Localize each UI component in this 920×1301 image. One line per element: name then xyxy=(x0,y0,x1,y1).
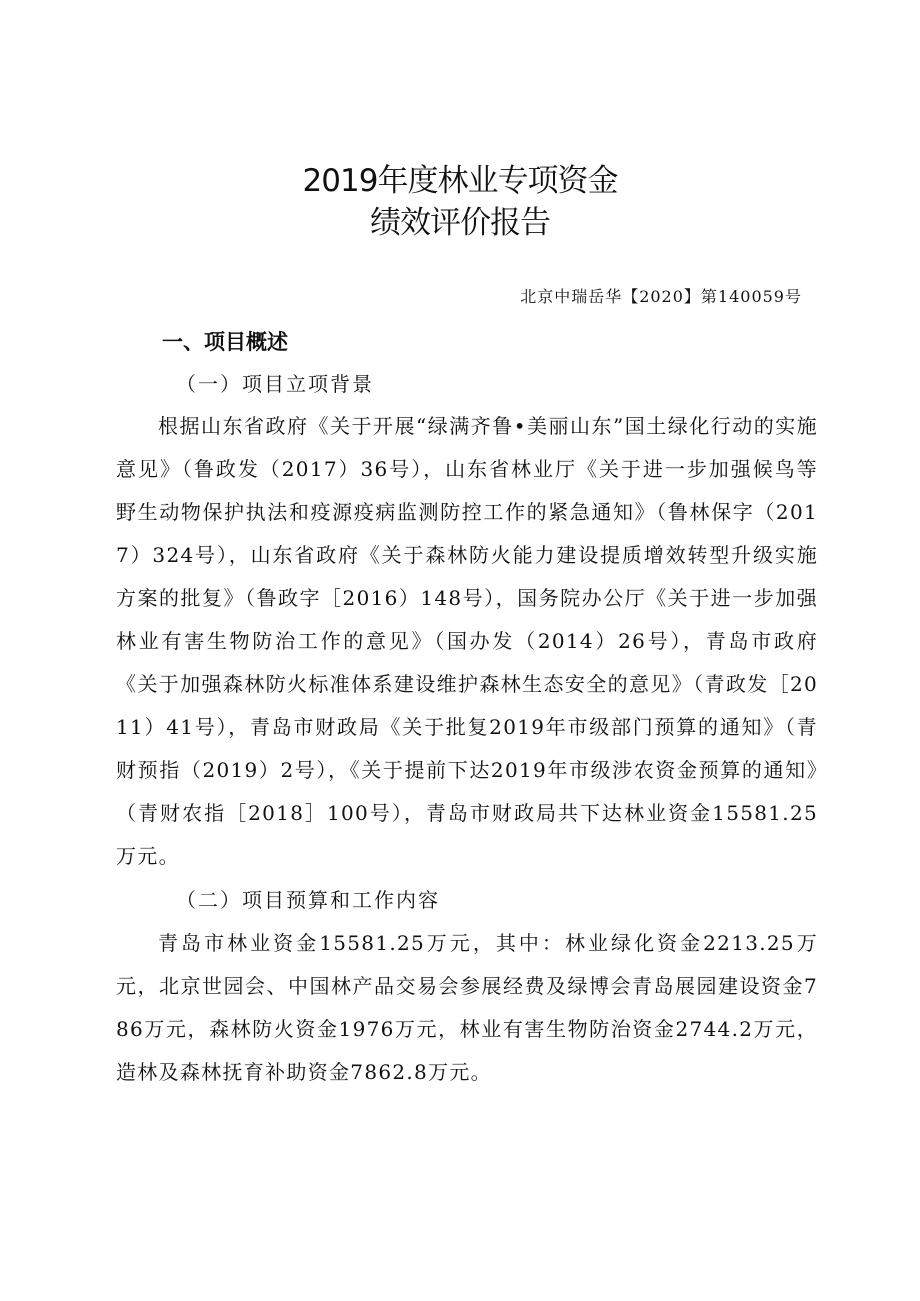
paragraph-budget: 青岛市林业资金15581.25万元，其中：林业绿化资金2213.25万元，北京世园会、中国林产品交易会参展经费及绿博会青岛展园建设资金786万元，森林防火资金1976万元，林业有害生物防治资金2744.2万元，造林及森林抚育补助资金7862.8万元。 xyxy=(116,931,818,1084)
document-title-line1: 2019年度林业专项资金 xyxy=(302,163,618,199)
paragraph-background: 根据山东省政府《关于开展“绿满齐鲁•美丽山东”国土绿化行动的实施意见》（鲁政发（2017）36号），山东省林业厅《关于进一步加强候鸟等野生动物保护执法和疫源疫病监测防控工作的紧急通知》（鲁林保字（2017）324号），山东省政府《关于森林防火能力建设提质增效转型升级实施方案的批复》（鲁政字［2016）148号），国务院办公厅《关于进一步加强林业有害生物防治工作的意见》（国办发（2014）26号），青岛市政府《关于加强森林防火标准体系建设维护森林生态安全的意见》（青政发［2011）41号），青岛市财政局《关于批复2019年市级部门预算的通知》（青财预指（2019）2号），《关于提前下达2019年市级涉农资金预算的通知》（青财农指［2018］100号），青岛市财政局共下达林业资金15581.25万元。 xyxy=(116,414,818,868)
section-heading-overview: 一、项目概述 xyxy=(162,330,288,354)
subsection-heading-background: （一）项目立项背景 xyxy=(176,372,374,396)
document-title-line2: 绩效评价报告 xyxy=(370,205,550,241)
document-number: 北京中瑞岳华【2020】第140059号 xyxy=(520,287,802,306)
subsection-heading-budget: （二）项目预算和工作内容 xyxy=(176,888,440,912)
